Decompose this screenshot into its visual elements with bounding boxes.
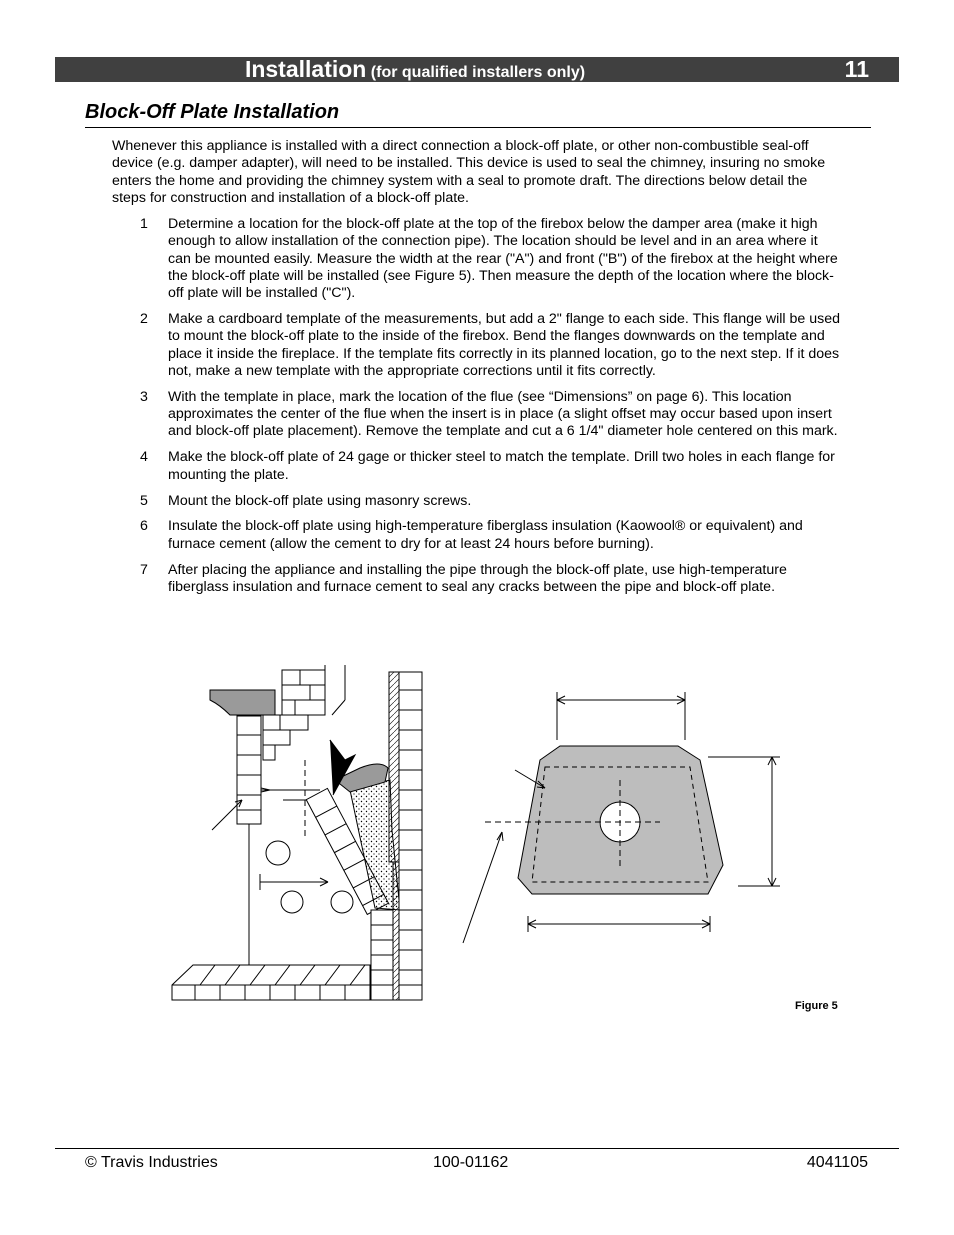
list-item bbox=[140, 389, 840, 441]
figure-caption: Figure 5 bbox=[795, 1000, 838, 1012]
step-number: 7 bbox=[140, 561, 148, 578]
step-number: 3 bbox=[140, 388, 148, 405]
step-text: Make the block-off plate of 24 gage or thicker steel to match the template. Drill two holes in each flange for mounting the plate. bbox=[168, 449, 835, 483]
fireplace-cross-section bbox=[172, 665, 422, 1000]
footer-part-number: 100-01162 bbox=[433, 1154, 509, 1171]
step-text: With the template in place, mark the location of the flue (see “Dimensions” on page 6). This location approximates the center of the flue when the insert is in place (a slight offset may occur based upon insert and block-off plate placement). Remove the template and cut a 6 1/4" diameter hole centered on this mark. bbox=[168, 388, 838, 440]
intro-paragraph: Whenever this appliance is installed with a direct connection a block-off plate, or other non-combustible seal-off device (e.g. damper adapter), will need to be installed. This device is used to seal the chimney, insuring no smoke enters the home and providing the chimney system with a seal to promote draft. The directions below detail the steps for construction and installation of a block-off plate. bbox=[112, 138, 826, 206]
footer-copyright: © Travis Industries bbox=[85, 1154, 218, 1171]
section-divider bbox=[85, 127, 871, 128]
step-number: 4 bbox=[140, 449, 148, 466]
header-title bbox=[55, 56, 775, 83]
step-number: 2 bbox=[140, 311, 148, 328]
page-header bbox=[55, 57, 899, 82]
step-number: 6 bbox=[140, 518, 148, 535]
step-text: Insulate the block-off plate using high-temperature fiberglass insulation (Kaowool® or equivalent) and furnace cement (allow the cement to dry for at least 24 hours before burning). bbox=[168, 518, 803, 552]
step-number: 5 bbox=[140, 492, 148, 509]
step-text: Make a cardboard template of the measurements, but add a 2" flange to each side. This flange will be used to mount the block-off plate to the inside of the firebox. Bend the flanges downwards on the template and place it inside the fireplace. If the template fits correctly in its planned location, go to the next step. If it does not, make a new template with the appropriate corrections until it fits correctly. bbox=[168, 311, 840, 379]
header-title-main: Installation bbox=[244, 56, 367, 82]
step-number: 1 bbox=[140, 216, 148, 232]
steps-list bbox=[140, 216, 840, 605]
list-item bbox=[140, 311, 840, 380]
list-item bbox=[140, 449, 840, 484]
block-off-plate-diagram bbox=[463, 692, 780, 943]
list-item bbox=[140, 562, 840, 597]
section-title: Block-Off Plate Installation bbox=[85, 101, 340, 123]
header-title-sub: (for qualified installers only) bbox=[370, 64, 586, 81]
figure-5-illustration bbox=[160, 660, 810, 1010]
step-text: Determine a location for the block-off plate at the top of the firebox below the damper area (make it high enough to allow installation of the connection pipe). The location should be level and in an area where it can be mounted easily. Measure the width at the rear ("A") and front ("B") of the firebox at the height where the block-off plate will be installed (see Figure 5). Then measure the depth of the location where the block-off plate will be installed ("C"). bbox=[168, 216, 838, 302]
footer-doc-code: 4041105 bbox=[806, 1154, 868, 1171]
step-text: Mount the block-off plate using masonry screws. bbox=[168, 492, 472, 509]
step-text: After placing the appliance and installing the pipe through the block-off plate, use high-temperature fiberglass insulation and furnace cement to seal any cracks between the pipe and block-off plate. bbox=[168, 561, 787, 595]
list-item bbox=[140, 518, 840, 553]
list-item bbox=[140, 216, 840, 302]
page-number: 11 bbox=[844, 56, 869, 82]
footer-divider bbox=[55, 1148, 899, 1149]
list-item bbox=[140, 493, 840, 510]
